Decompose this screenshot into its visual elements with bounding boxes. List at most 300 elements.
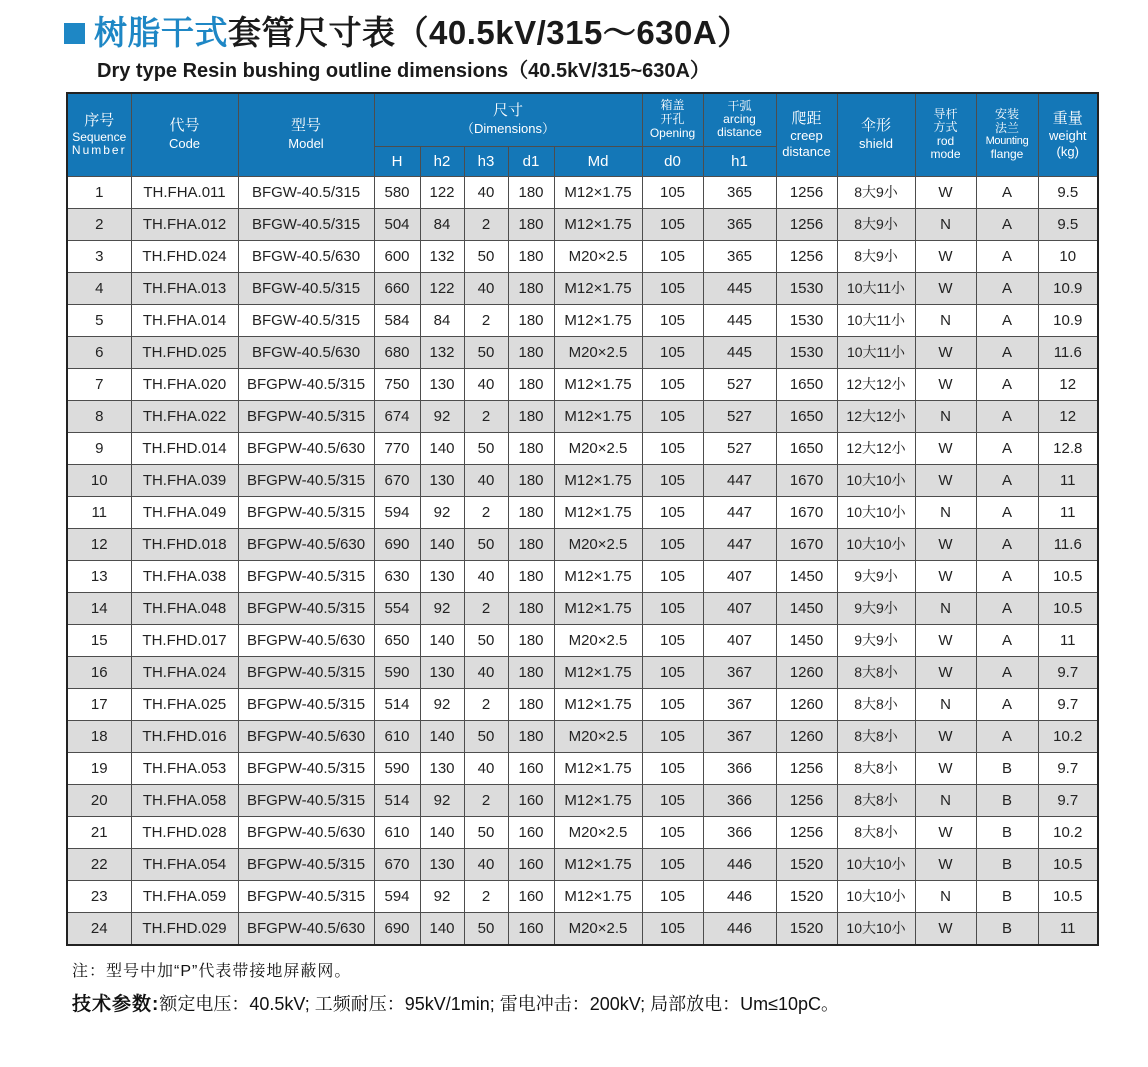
cell-h3: 40 — [464, 272, 508, 304]
cell-code: TH.FHA.038 — [131, 560, 238, 592]
cell-creep: 1256 — [776, 752, 837, 784]
page-title-rest: 套管尺寸表（40.5kV/315～630A） — [228, 14, 751, 51]
cell-Md: M12×1.75 — [554, 496, 642, 528]
table-header — [67, 93, 1098, 177]
cell-H: 670 — [374, 848, 420, 880]
cell-flange: A — [976, 432, 1038, 464]
cell-weight: 12 — [1038, 400, 1098, 432]
cell-rod: N — [915, 880, 976, 912]
cell-model: BFGW-40.5/315 — [238, 208, 374, 240]
cell-code: TH.FHA.048 — [131, 592, 238, 624]
cell-H: 580 — [374, 176, 420, 208]
cell-d1: 160 — [508, 784, 554, 816]
cell-d1: 160 — [508, 848, 554, 880]
cell-rod: W — [915, 368, 976, 400]
col-header-h1: h1 — [703, 146, 776, 176]
cell-creep: 1256 — [776, 176, 837, 208]
cell-d1: 180 — [508, 176, 554, 208]
cell-h2: 84 — [420, 304, 464, 336]
cell-creep: 1256 — [776, 208, 837, 240]
cell-H: 650 — [374, 624, 420, 656]
cell-flange: B — [976, 752, 1038, 784]
cell-creep: 1256 — [776, 816, 837, 848]
cell-code: TH.FHA.025 — [131, 688, 238, 720]
cell-h3: 40 — [464, 848, 508, 880]
cell-d0: 105 — [642, 656, 703, 688]
cell-h3: 40 — [464, 176, 508, 208]
cell-h3: 40 — [464, 752, 508, 784]
cell-flange: A — [976, 656, 1038, 688]
cell-H: 594 — [374, 880, 420, 912]
cell-h2: 140 — [420, 432, 464, 464]
cell-d0: 105 — [642, 368, 703, 400]
cell-h3: 2 — [464, 208, 508, 240]
cell-d0: 105 — [642, 304, 703, 336]
cell-h2: 140 — [420, 528, 464, 560]
cell-flange: A — [976, 720, 1038, 752]
cell-h1: 367 — [703, 720, 776, 752]
cell-h1: 367 — [703, 688, 776, 720]
cell-rod: W — [915, 336, 976, 368]
table-row — [67, 272, 1098, 304]
cell-h2: 140 — [420, 912, 464, 945]
cell-h3: 50 — [464, 624, 508, 656]
cell-flange: A — [976, 624, 1038, 656]
cell-h1: 366 — [703, 816, 776, 848]
cell-seq: 5 — [67, 304, 131, 336]
cell-seq: 19 — [67, 752, 131, 784]
cell-d0: 105 — [642, 720, 703, 752]
table-row — [67, 720, 1098, 752]
cell-seq: 13 — [67, 560, 131, 592]
cell-weight: 10.5 — [1038, 848, 1098, 880]
cell-d1: 180 — [508, 272, 554, 304]
cell-d1: 180 — [508, 336, 554, 368]
cell-h2: 92 — [420, 688, 464, 720]
cell-model: BFGPW-40.5/315 — [238, 656, 374, 688]
cell-flange: B — [976, 784, 1038, 816]
cell-code: TH.FHA.054 — [131, 848, 238, 880]
cell-Md: M12×1.75 — [554, 176, 642, 208]
cell-model: BFGPW-40.5/630 — [238, 432, 374, 464]
cell-creep: 1260 — [776, 688, 837, 720]
col-header-arcing: 干弧 arcing distance — [703, 93, 776, 147]
cell-model: BFGPW-40.5/315 — [238, 464, 374, 496]
cell-model: BFGW-40.5/315 — [238, 272, 374, 304]
cell-rod: W — [915, 720, 976, 752]
cell-weight: 11 — [1038, 624, 1098, 656]
cell-flange: B — [976, 880, 1038, 912]
cell-h2: 130 — [420, 752, 464, 784]
cell-flange: B — [976, 848, 1038, 880]
cell-weight: 9.5 — [1038, 176, 1098, 208]
cell-h1: 407 — [703, 624, 776, 656]
cell-rod: N — [915, 496, 976, 528]
cell-code: TH.FHD.029 — [131, 912, 238, 945]
cell-shield: 8大9小 — [837, 176, 915, 208]
cell-seq: 14 — [67, 592, 131, 624]
cell-rod: N — [915, 592, 976, 624]
cell-d0: 105 — [642, 432, 703, 464]
cell-h3: 40 — [464, 464, 508, 496]
cell-H: 770 — [374, 432, 420, 464]
cell-shield: 8大8小 — [837, 720, 915, 752]
cell-rod: W — [915, 432, 976, 464]
cell-model: BFGPW-40.5/315 — [238, 784, 374, 816]
cell-weight: 10.5 — [1038, 592, 1098, 624]
cell-weight: 9.7 — [1038, 752, 1098, 784]
table-row — [67, 880, 1098, 912]
cell-flange: A — [976, 400, 1038, 432]
cell-d1: 160 — [508, 880, 554, 912]
cell-code: TH.FHA.020 — [131, 368, 238, 400]
cell-rod: W — [915, 464, 976, 496]
title-bullet-square — [64, 23, 85, 44]
col-header-sequence: 序号 Sequence Number — [67, 93, 131, 177]
cell-weight: 10.9 — [1038, 272, 1098, 304]
table-row — [67, 624, 1098, 656]
cell-d0: 105 — [642, 752, 703, 784]
cell-Md: M20×2.5 — [554, 720, 642, 752]
cell-d0: 105 — [642, 400, 703, 432]
cell-rod: N — [915, 688, 976, 720]
cell-flange: A — [976, 592, 1038, 624]
cell-H: 674 — [374, 400, 420, 432]
cell-seq: 10 — [67, 464, 131, 496]
cell-H: 554 — [374, 592, 420, 624]
cell-rod: W — [915, 240, 976, 272]
cell-Md: M12×1.75 — [554, 688, 642, 720]
cell-flange: A — [976, 336, 1038, 368]
page-title-highlight: 树脂干式 — [94, 14, 228, 51]
cell-shield: 10大10小 — [837, 496, 915, 528]
cell-model: BFGPW-40.5/315 — [238, 848, 374, 880]
cell-rod: N — [915, 400, 976, 432]
cell-code: TH.FHA.024 — [131, 656, 238, 688]
cell-h1: 527 — [703, 432, 776, 464]
cell-shield: 8大8小 — [837, 656, 915, 688]
col-header-dimensions: 尺寸 （Dimensions） — [374, 93, 642, 147]
cell-weight: 9.7 — [1038, 688, 1098, 720]
cell-h1: 366 — [703, 752, 776, 784]
cell-h3: 50 — [464, 336, 508, 368]
cell-creep: 1670 — [776, 464, 837, 496]
cell-weight: 11.6 — [1038, 336, 1098, 368]
cell-model: BFGPW-40.5/315 — [238, 368, 374, 400]
cell-seq: 6 — [67, 336, 131, 368]
cell-h2: 122 — [420, 176, 464, 208]
cell-d1: 180 — [508, 464, 554, 496]
cell-Md: M12×1.75 — [554, 880, 642, 912]
cell-creep: 1520 — [776, 880, 837, 912]
cell-code: TH.FHA.014 — [131, 304, 238, 336]
cell-d1: 180 — [508, 368, 554, 400]
cell-shield: 8大9小 — [837, 240, 915, 272]
cell-creep: 1520 — [776, 848, 837, 880]
cell-creep: 1530 — [776, 336, 837, 368]
cell-rod: W — [915, 272, 976, 304]
cell-creep: 1670 — [776, 528, 837, 560]
cell-model: BFGW-40.5/315 — [238, 176, 374, 208]
cell-Md: M12×1.75 — [554, 368, 642, 400]
page-title — [94, 13, 751, 53]
col-header-d1: d1 — [508, 146, 554, 176]
cell-d0: 105 — [642, 240, 703, 272]
cell-d0: 105 — [642, 464, 703, 496]
cell-h1: 367 — [703, 656, 776, 688]
cell-h3: 2 — [464, 688, 508, 720]
cell-shield: 9大9小 — [837, 624, 915, 656]
cell-model: BFGW-40.5/630 — [238, 240, 374, 272]
cell-H: 680 — [374, 336, 420, 368]
cell-d0: 105 — [642, 176, 703, 208]
cell-code: TH.FHA.053 — [131, 752, 238, 784]
cell-d0: 105 — [642, 496, 703, 528]
cell-h1: 445 — [703, 272, 776, 304]
cell-Md: M12×1.75 — [554, 656, 642, 688]
cell-rod: W — [915, 816, 976, 848]
params-label: 技术参数: — [72, 993, 160, 1015]
cell-H: 690 — [374, 528, 420, 560]
cell-model: BFGW-40.5/630 — [238, 336, 374, 368]
cell-seq: 4 — [67, 272, 131, 304]
cell-h2: 130 — [420, 560, 464, 592]
cell-flange: A — [976, 368, 1038, 400]
table-row — [67, 304, 1098, 336]
cell-creep: 1450 — [776, 624, 837, 656]
cell-Md: M12×1.75 — [554, 304, 642, 336]
cell-h3: 2 — [464, 784, 508, 816]
cell-creep: 1256 — [776, 240, 837, 272]
cell-d0: 105 — [642, 624, 703, 656]
cell-seq: 8 — [67, 400, 131, 432]
cell-weight: 9.5 — [1038, 208, 1098, 240]
cell-d1: 180 — [508, 496, 554, 528]
table-row — [67, 848, 1098, 880]
table-row — [67, 400, 1098, 432]
cell-model: BFGPW-40.5/315 — [238, 496, 374, 528]
cell-H: 584 — [374, 304, 420, 336]
cell-h1: 365 — [703, 208, 776, 240]
cell-seq: 7 — [67, 368, 131, 400]
cell-flange: A — [976, 464, 1038, 496]
cell-flange: A — [976, 560, 1038, 592]
cell-weight: 9.7 — [1038, 784, 1098, 816]
cell-Md: M12×1.75 — [554, 272, 642, 304]
cell-code: TH.FHD.025 — [131, 336, 238, 368]
cell-h3: 40 — [464, 560, 508, 592]
cell-code: TH.FHD.028 — [131, 816, 238, 848]
cell-d1: 160 — [508, 752, 554, 784]
col-header-creep: 爬距 creep distance — [776, 93, 837, 177]
cell-code: TH.FHA.011 — [131, 176, 238, 208]
table-row — [67, 592, 1098, 624]
col-header-Md: Md — [554, 146, 642, 176]
table-row — [67, 240, 1098, 272]
table-row — [67, 560, 1098, 592]
cell-h3: 50 — [464, 432, 508, 464]
col-header-code: 代号 Code — [131, 93, 238, 177]
note-line: 注：型号中加“P”代表带接地屏蔽网。 — [72, 962, 352, 980]
cell-H: 690 — [374, 912, 420, 945]
cell-Md: M20×2.5 — [554, 912, 642, 945]
cell-H: 590 — [374, 752, 420, 784]
cell-rod: W — [915, 560, 976, 592]
cell-model: BFGPW-40.5/315 — [238, 592, 374, 624]
cell-d1: 180 — [508, 720, 554, 752]
cell-shield: 8大8小 — [837, 816, 915, 848]
cell-shield: 8大8小 — [837, 784, 915, 816]
cell-h2: 122 — [420, 272, 464, 304]
cell-shield: 12大12小 — [837, 400, 915, 432]
cell-h2: 132 — [420, 240, 464, 272]
cell-rod: W — [915, 176, 976, 208]
cell-rod: W — [915, 752, 976, 784]
col-header-weight: 重量 weight (kg) — [1038, 93, 1098, 177]
cell-weight: 10.9 — [1038, 304, 1098, 336]
cell-Md: M12×1.75 — [554, 208, 642, 240]
cell-shield: 12大12小 — [837, 368, 915, 400]
cell-seq: 24 — [67, 912, 131, 945]
cell-flange: B — [976, 816, 1038, 848]
cell-Md: M12×1.75 — [554, 848, 642, 880]
cell-model: BFGPW-40.5/315 — [238, 560, 374, 592]
cell-Md: M20×2.5 — [554, 336, 642, 368]
cell-weight: 10.2 — [1038, 720, 1098, 752]
cell-shield: 8大8小 — [837, 752, 915, 784]
table-row — [67, 784, 1098, 816]
table-row — [67, 688, 1098, 720]
cell-seq: 9 — [67, 432, 131, 464]
cell-Md: M20×2.5 — [554, 432, 642, 464]
cell-weight: 11.6 — [1038, 528, 1098, 560]
cell-seq: 20 — [67, 784, 131, 816]
cell-h2: 130 — [420, 848, 464, 880]
cell-model: BFGPW-40.5/630 — [238, 624, 374, 656]
cell-h1: 407 — [703, 592, 776, 624]
table-row — [67, 432, 1098, 464]
cell-d1: 180 — [508, 528, 554, 560]
cell-h1: 445 — [703, 304, 776, 336]
cell-h1: 446 — [703, 848, 776, 880]
cell-flange: A — [976, 496, 1038, 528]
cell-H: 594 — [374, 496, 420, 528]
cell-shield: 10大10小 — [837, 912, 915, 945]
cell-h2: 92 — [420, 400, 464, 432]
col-header-rod: 导杆 方式 rod mode — [915, 93, 976, 177]
cell-d1: 180 — [508, 624, 554, 656]
cell-flange: A — [976, 208, 1038, 240]
table-row — [67, 528, 1098, 560]
title-row — [64, 13, 1148, 53]
table-row — [67, 752, 1098, 784]
cell-model: BFGPW-40.5/315 — [238, 880, 374, 912]
cell-seq: 23 — [67, 880, 131, 912]
cell-Md: M20×2.5 — [554, 240, 642, 272]
cell-rod: W — [915, 528, 976, 560]
cell-code: TH.FHD.014 — [131, 432, 238, 464]
cell-creep: 1256 — [776, 784, 837, 816]
cell-d1: 180 — [508, 656, 554, 688]
cell-code: TH.FHA.013 — [131, 272, 238, 304]
cell-rod: N — [915, 208, 976, 240]
cell-h1: 366 — [703, 784, 776, 816]
cell-seq: 1 — [67, 176, 131, 208]
cell-weight: 11 — [1038, 912, 1098, 945]
table-row — [67, 208, 1098, 240]
cell-H: 514 — [374, 784, 420, 816]
cell-flange: A — [976, 176, 1038, 208]
table-row — [67, 176, 1098, 208]
cell-H: 504 — [374, 208, 420, 240]
cell-seq: 15 — [67, 624, 131, 656]
cell-code: TH.FHA.039 — [131, 464, 238, 496]
cell-h3: 50 — [464, 912, 508, 945]
cell-model: BFGPW-40.5/630 — [238, 912, 374, 945]
cell-d1: 180 — [508, 304, 554, 336]
cell-code: TH.FHD.017 — [131, 624, 238, 656]
cell-weight: 10.2 — [1038, 816, 1098, 848]
cell-flange: A — [976, 272, 1038, 304]
cell-seq: 18 — [67, 720, 131, 752]
cell-h2: 92 — [420, 880, 464, 912]
cell-d0: 105 — [642, 880, 703, 912]
cell-flange: A — [976, 240, 1038, 272]
cell-weight: 11 — [1038, 496, 1098, 528]
cell-h3: 40 — [464, 656, 508, 688]
cell-code: TH.FHA.059 — [131, 880, 238, 912]
cell-flange: B — [976, 912, 1038, 945]
cell-weight: 11 — [1038, 464, 1098, 496]
cell-h2: 84 — [420, 208, 464, 240]
cell-d0: 105 — [642, 848, 703, 880]
col-header-flange: 安装 法兰 Mounting flange — [976, 93, 1038, 177]
col-header-model: 型号 Model — [238, 93, 374, 177]
table-row — [67, 656, 1098, 688]
cell-h3: 50 — [464, 816, 508, 848]
cell-rod: W — [915, 912, 976, 945]
cell-creep: 1650 — [776, 400, 837, 432]
cell-rod: W — [915, 624, 976, 656]
cell-model: BFGPW-40.5/630 — [238, 528, 374, 560]
cell-h3: 2 — [464, 880, 508, 912]
cell-h3: 2 — [464, 592, 508, 624]
cell-h3: 50 — [464, 528, 508, 560]
table-row — [67, 336, 1098, 368]
cell-d0: 105 — [642, 528, 703, 560]
cell-h2: 130 — [420, 464, 464, 496]
cell-shield: 10大11小 — [837, 272, 915, 304]
cell-h1: 407 — [703, 560, 776, 592]
table-row — [67, 816, 1098, 848]
cell-shield: 10大10小 — [837, 880, 915, 912]
cell-seq: 3 — [67, 240, 131, 272]
cell-Md: M12×1.75 — [554, 592, 642, 624]
table-body — [67, 176, 1098, 945]
cell-d0: 105 — [642, 208, 703, 240]
cell-shield: 8大9小 — [837, 208, 915, 240]
cell-shield: 10大10小 — [837, 848, 915, 880]
cell-creep: 1650 — [776, 432, 837, 464]
cell-creep: 1260 — [776, 720, 837, 752]
cell-creep: 1530 — [776, 272, 837, 304]
cell-h2: 130 — [420, 368, 464, 400]
cell-h2: 92 — [420, 592, 464, 624]
cell-Md: M12×1.75 — [554, 752, 642, 784]
cell-h2: 132 — [420, 336, 464, 368]
cell-weight: 9.7 — [1038, 656, 1098, 688]
cell-h1: 446 — [703, 912, 776, 945]
